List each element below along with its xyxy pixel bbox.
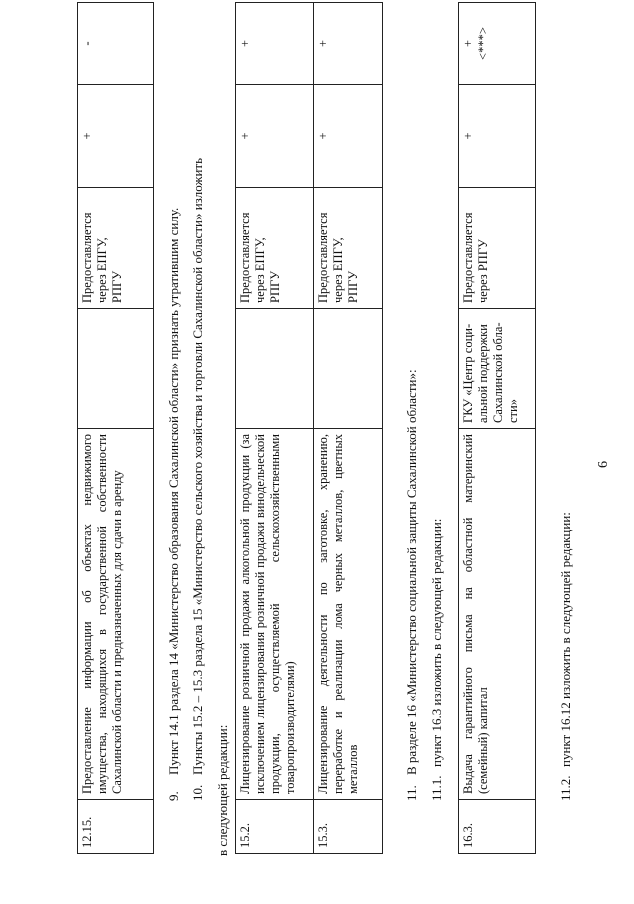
mark-column-1: + — [236, 85, 314, 188]
organization-line: ГКУ «Центр соци- — [461, 323, 475, 423]
paragraph-number: 11.1. — [429, 775, 444, 801]
mark-column-2: - — [78, 3, 154, 85]
paragraph-number: 10. — [190, 784, 205, 801]
paragraph-11 — [404, 369, 420, 801]
service-description: Выдача гарантийного письма на областной материнский (семейный) капитал — [459, 429, 536, 800]
paragraph-10 — [190, 158, 206, 801]
organization-line: сти» — [506, 399, 520, 423]
row-number: 15.2. — [236, 800, 314, 854]
provision-line: через РПГУ — [476, 239, 490, 303]
organization-line: альной поддержки — [476, 324, 490, 423]
provision-line: РПГУ — [346, 270, 360, 303]
provision-line: Предоставляется — [461, 212, 475, 303]
provision-line: через ЕПГУ, — [331, 237, 345, 303]
organization-cell — [314, 309, 383, 429]
organization-line: Сахалинской обла- — [491, 322, 505, 423]
mark-column-1: + — [459, 85, 536, 188]
service-description: Лицензирование розничной продажи алкогольной продукции (за исключением лицензирования розничной продажи винодельческой продукции, осуществляемой сельскохозяйственными товаропроизводителями) — [236, 429, 314, 800]
row-number: 12.15. — [78, 800, 154, 854]
paragraph-text: пункт 16.3 изложить в следующей редакции: — [429, 518, 444, 767]
provision-line: Предоставляется — [80, 212, 94, 303]
provision-line: Предоставляется — [316, 212, 330, 303]
mark-column-2: + — [236, 3, 314, 85]
provision-line: РПГУ — [110, 270, 124, 303]
paragraph-number: 11. — [404, 785, 419, 801]
provision-method — [78, 188, 154, 309]
provision-method — [236, 188, 314, 309]
provision-method — [314, 188, 383, 309]
paragraph-text: Пункты 15.2 – 15.3 раздела 15 «Министерство сельского хозяйства и торговли Сахалинской области» изложить — [190, 157, 205, 775]
mark-line: + — [461, 39, 475, 48]
mark-column-1: + — [78, 85, 154, 188]
mark-column-2: + — [314, 3, 383, 85]
paragraph-10-continuation: в следующей редакции: — [215, 724, 230, 856]
organization-cell — [78, 309, 154, 429]
provision-line: РПГУ — [268, 270, 282, 303]
page-number: 6 — [596, 461, 611, 468]
organization-cell — [459, 309, 536, 429]
row-number: 15.3. — [314, 800, 383, 854]
provision-line: Предоставляется — [238, 212, 252, 303]
row-number: 16.3. — [459, 800, 536, 854]
mark-column-1: + — [314, 85, 383, 188]
table-row — [459, 3, 536, 854]
mark-line: <***> — [476, 27, 490, 60]
paragraph-number: 11.2. — [558, 775, 573, 801]
paragraph-text: пункт 16.12 изложить в следующей редакции: — [558, 512, 573, 767]
service-description: Лицензирование деятельности по заготовке, хранению, переработке и реализации лома черных металлов, цветных металлов — [314, 429, 383, 800]
paragraph-text: Пункт 14.1 раздела 14 «Министерство образования Сахалинской области» признать утратившим силу. — [166, 207, 181, 775]
table-12-15 — [77, 2, 154, 854]
provision-method — [459, 188, 536, 309]
paragraph-text: В разделе 16 «Министерство социальной защиты Сахалинской области»: — [404, 369, 419, 775]
paragraph-9 — [166, 208, 182, 801]
mark-column-2 — [459, 3, 536, 85]
provision-line: через ЕПГУ, — [95, 237, 109, 303]
service-description: Предоставление информации об объектах недвижимого имущества, находящихся в государственной собственности Сахалинской области и предназначенных для сдачи в аренду — [78, 429, 154, 800]
paragraph-number: 9. — [166, 791, 181, 801]
paragraph-11-2 — [558, 512, 574, 801]
table-16-3 — [458, 2, 536, 854]
table-row — [314, 3, 383, 854]
organization-cell — [236, 309, 314, 429]
provision-line: через ЕПГУ, — [253, 237, 267, 303]
paragraph-11-1 — [429, 519, 445, 801]
table-15 — [235, 2, 383, 854]
table-row — [236, 3, 314, 854]
table-row — [78, 3, 154, 854]
